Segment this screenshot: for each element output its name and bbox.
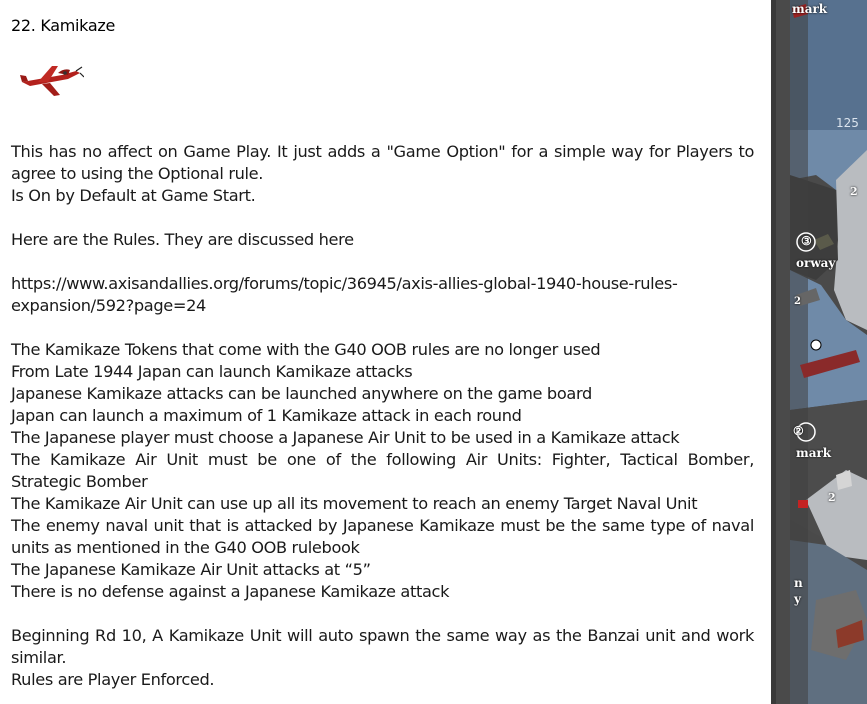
- player-enforced-paragraph: Rules are Player Enforced.: [11, 670, 215, 689]
- map-coordinate-label: 125: [836, 116, 859, 130]
- map-unit-count: 2: [794, 296, 801, 307]
- rule-line: From Late 1944 Japan can launch Kamikaze attacks: [11, 362, 413, 381]
- intro-paragraph: Here are the Rules. They are discussed here: [11, 230, 354, 249]
- rule-line: The Kamikaze Tokens that come with the G40 OOB rules are no longer used: [11, 340, 601, 359]
- rule-line: The Japanese Kamikaze Air Unit attacks at “5”: [11, 560, 371, 579]
- rule-line: The Kamikaze Air Unit can use up all its movement to reach an enemy Target Naval Unit: [11, 494, 698, 513]
- rules-body: [11, 141, 754, 691]
- map-production-badge: ③: [801, 234, 812, 248]
- map-territory-label: orway: [796, 256, 836, 270]
- rule-line: The Japanese player must choose a Japanese Air Unit to be used in a Kamikaze attack: [11, 428, 680, 447]
- map-terrain: [776, 0, 867, 704]
- map-territory-label: n: [794, 576, 803, 590]
- auto-spawn-paragraph: Beginning Rd 10, A Kamikaze Unit will auto spawn the same way as the Banzai unit and work similar.: [11, 626, 754, 667]
- section-title: 22. Kamikaze: [11, 16, 116, 35]
- map-territory-label: mark: [792, 2, 828, 16]
- forum-link[interactable]: https://www.axisandallies.org/forums/topic/36945/axis-allies-global-1940-house-rules-expansion/592?page=24: [11, 274, 678, 315]
- rule-line: There is no defense against a Japanese Kamikaze attack: [11, 582, 450, 601]
- map-unit-count: 2: [850, 185, 858, 198]
- map-territory-label: mark: [796, 446, 832, 460]
- map-territory-label: y: [794, 592, 801, 606]
- rule-line: Japanese Kamikaze attacks can be launched anywhere on the game board: [11, 384, 592, 403]
- rule-line: The Kamikaze Air Unit must be one of the following Air Units: Fighter, Tactical Bomber, Strategic Bomber: [11, 450, 754, 491]
- default-on-paragraph: Is On by Default at Game Start.: [11, 186, 256, 205]
- rule-line: The enemy naval unit that is attacked by Japanese Kamikaze must be the same type of naval units as mentioned in the G40 OOB rulebook: [11, 516, 754, 557]
- map-unit-count: 2: [828, 491, 836, 504]
- rule-line: Japan can launch a maximum of 1 Kamikaze attack in each round: [11, 406, 522, 425]
- game-map-panel[interactable]: [776, 0, 867, 704]
- game-option-paragraph: This has no affect on Game Play. It just adds a "Game Option" for a simple way for Players to agree to using the Optional rule.: [11, 142, 754, 183]
- map-production-badge: ②: [793, 424, 804, 438]
- kamikaze-plane-icon: [18, 62, 84, 98]
